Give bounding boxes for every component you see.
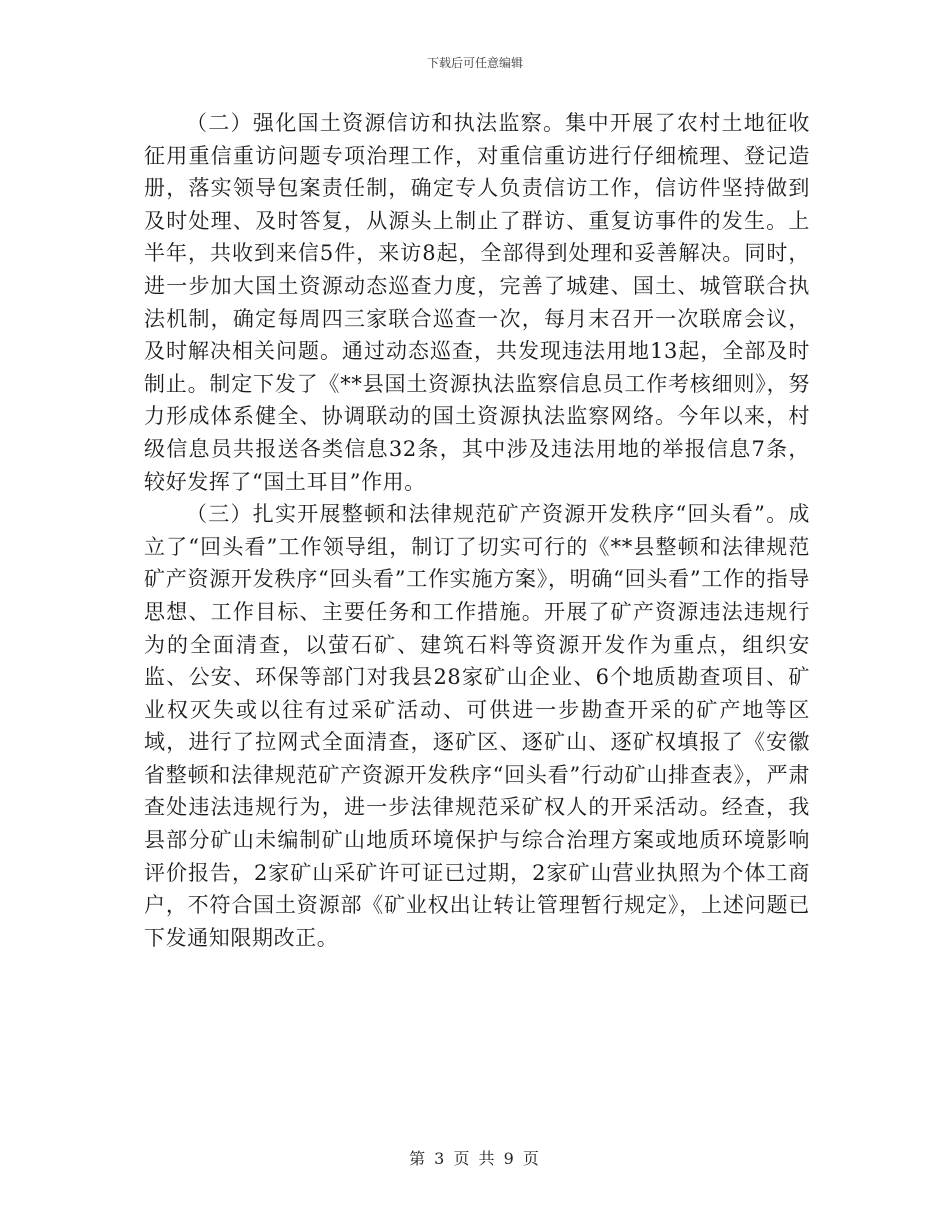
page-number: 第 3 页 共 9 页 [409,1149,541,1168]
document-body [144,107,810,954]
page-header: 下载后可任意编辑 [426,56,523,70]
paragraph-law-enforcement: （二）强化国土资源信访和执法监察。集中开展了农村土地征收征用重信重访问题专项治理工作，对重信重访进行仔细梳理、登记造册，落实领导包案责任制，确定专人负责信访工作，信访件坚持做到及时处理、及时答复，从源头上制止了群访、重复访事件的发生。上半年，共收到来信5件，来访8起，全部得到处理和妥善解决。同时，进一步加大国土资源动态巡查力度，完善了城建、国土、城管联合执法机制，确定每周四三家联合巡查一次，每月末召开一次联席会议，及时解决相关问题。通过动态巡查，共发现违法用地13起，全部及时制止。制定下发了《**县国土资源执法监察信息员工作考核细则》，努力形成体系健全、协调联动的国土资源执法监察网络。今年以来，村级信息员共报送各类信息32条，其中涉及违法用地的举报信息7条，较好发挥了“国土耳目”作用。 [144,111,810,494]
paragraph-mineral-resources: （三）扎实开展整顿和法律规范矿产资源开发秩序“回头看”。成立了“回头看”工作领导组，制订了切实可行的《**县整顿和法律规范矿产资源开发秩序“回头看”工作实施方案》，明确“回头看”工作的指导思想、工作目标、主要任务和工作措施。开展了矿产资源违法违规行为的全面清查，以萤石矿、建筑石料等资源开发作为重点，组织安监、公安、环保等部门对我县28家矿山企业、6个地质勘查项目、矿业权灭失或以往有过采矿活动、可供进一步勘查开采的矿产地等区域，进行了拉网式全面清查，逐矿区、逐矿山、逐矿权填报了《安徽省整顿和法律规范矿产资源开发秩序“回头看”行动矿山排查表》，严肃查处违法违规行为，进一步法律规范采矿权人的开采活动。经查，我县部分矿山未编制矿山地质环境保护与综合治理方案或地质环境影响评价报告，2家矿山采矿许可证已过期，2家矿山营业执照为个体工商户，不符合国土资源部《矿业权出让转让管理暂行规定》，上述问题已下发通知限期改正。 [144,502,810,950]
